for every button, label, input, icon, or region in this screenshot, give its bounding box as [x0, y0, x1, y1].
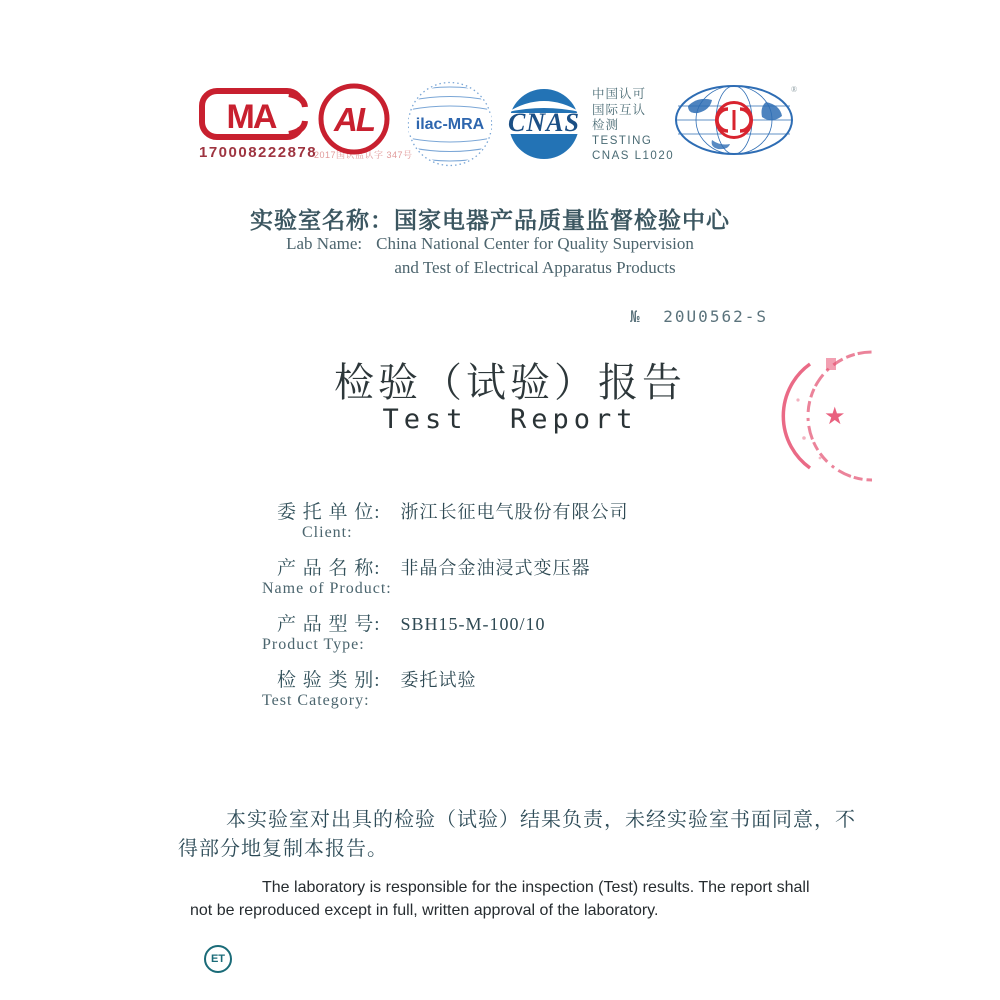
field-product-name: [277, 553, 591, 580]
field-value: 委托试验: [400, 670, 477, 690]
al-letters: AL: [334, 101, 374, 138]
report-number: [630, 307, 768, 326]
cnas-text-line: 中国认可: [592, 87, 647, 101]
cnas-text-line: 国际互认: [592, 102, 647, 117]
field-label-zh: 产 品 名 称:: [277, 558, 381, 579]
field-value: 浙江长征电气股份有限公司: [400, 502, 629, 522]
cma-cert-number: 170008222878: [199, 144, 318, 161]
field-label-en: Product Type:: [262, 636, 365, 653]
field-label-en: Test Category:: [262, 692, 370, 709]
cnas-letters: CNAS: [508, 108, 580, 137]
cnas-accreditation-text: [592, 87, 674, 165]
field-label-zh: 委 托 单 位:: [277, 502, 381, 523]
field-product-type: [277, 609, 546, 636]
field-value: SBH15-M-100/10: [400, 614, 546, 634]
report-title-zh: 检验（试验）报告: [334, 360, 686, 405]
cma-letters: MA: [226, 98, 276, 136]
cma-cert-note: 2017国认监认字 347号: [314, 150, 413, 160]
stamp-star: ★: [824, 404, 846, 430]
lab-name-en: [150, 234, 830, 278]
field-client: [277, 497, 629, 524]
ilac-label: ilac-MRA: [415, 116, 485, 133]
field-test-category: [277, 665, 477, 692]
field-label-zh: 检 验 类 别:: [277, 670, 381, 691]
al-logo-icon: [317, 82, 391, 156]
cnas-logo-icon: [500, 86, 588, 162]
cnas-text-line: TESTING: [592, 134, 653, 147]
cnas-text-line: 检测: [592, 118, 620, 132]
disclaimer-zh: 本实验室对出具的检验（试验）结果负责，未经实验室书面同意，不得部分地复制本报告。: [178, 809, 856, 860]
report-number-label: №: [630, 307, 642, 326]
field-value: 非晶合金油浸式变压器: [400, 558, 591, 578]
field-label-zh: 产 品 型 号:: [277, 614, 381, 635]
lab-name-zh: 实验室名称：国家电器产品质量监督检验中心: [250, 207, 730, 233]
et-circle-mark: ET: [204, 945, 232, 973]
official-stamp: [760, 342, 872, 494]
lab-name-line1: China National Center for Quality Supervision: [376, 234, 694, 253]
ilac-mra-logo-icon: [406, 80, 494, 168]
report-number-value: 20U0562-S: [663, 307, 768, 326]
cma-logo-icon: [197, 86, 309, 144]
registered-mark: ®: [791, 85, 798, 94]
cnas-text-line: CNAS L1020: [592, 150, 675, 162]
lab-name-label: Lab Name:: [286, 234, 363, 253]
report-title-en: Test Report: [382, 404, 638, 435]
disclaimer-en: The laboratory is responsible for the inspection (Test) results. The report shall not be reproduced except in full, written approval of the laboratory.: [190, 879, 810, 919]
field-label-en: Client:: [302, 524, 353, 541]
field-label-en: Name of Product:: [262, 580, 392, 597]
globe-logo-icon: [672, 82, 798, 158]
lab-name-line2: and Test of Electrical Apparatus Products: [394, 258, 676, 277]
